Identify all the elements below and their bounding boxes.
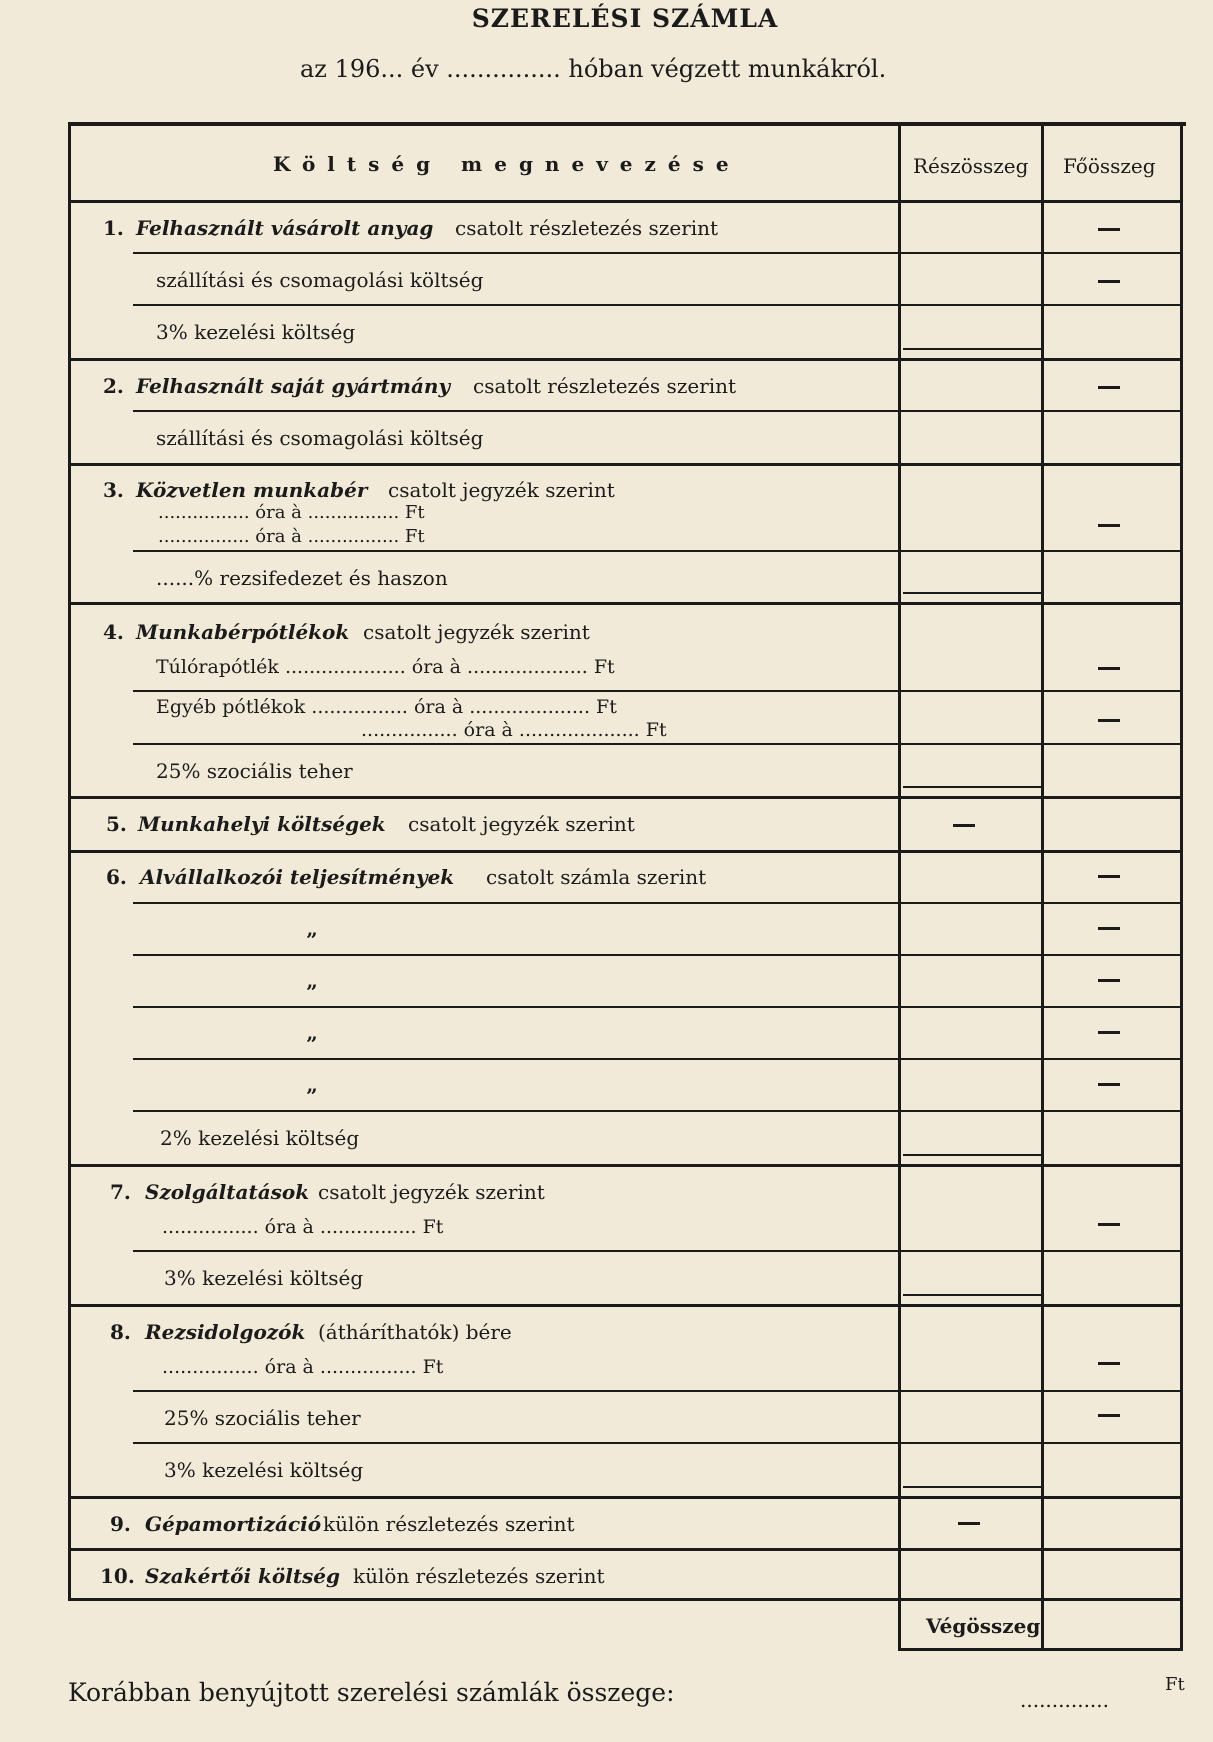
row-6-line-3 [133, 1006, 1183, 1008]
row-8-number: 8. [110, 1320, 131, 1344]
row-8-text: (átháríthatók) bére [318, 1320, 512, 1344]
column-divider-2 [1041, 122, 1044, 1650]
row-3-number: 3. [103, 478, 124, 502]
row-4-text: csatolt jegyzék szerint [363, 620, 590, 644]
row-9-number: 9. [110, 1512, 131, 1536]
row-5-title: Munkahelyi költségek [138, 812, 386, 836]
row-1-number: 1. [103, 216, 124, 240]
row-3-hours-line-1: ................ óra à ................ Ft [158, 502, 425, 523]
row-4-other-line-2: ................ óra à .................... Ft [361, 719, 667, 741]
row-2-line-a [133, 410, 1183, 412]
row-7-main-dash [1098, 1223, 1120, 1226]
row-9-partial-dash [958, 1522, 980, 1525]
table-right-border [1180, 122, 1183, 1600]
row-1-title: Felhasznált vásárolt anyag [136, 216, 434, 240]
row-6-ditto-3: ” [306, 1032, 318, 1056]
row-6-sub: 2% kezelési költség [160, 1126, 360, 1150]
row-6-ditto-2: ” [306, 980, 318, 1004]
row-8-line-a [133, 1390, 1183, 1392]
row-6-ditto-4: ” [306, 1084, 318, 1108]
row-8-subtotal-line [903, 1486, 1041, 1488]
row-6-line-2 [133, 954, 1183, 956]
row-7-subtotal-line [903, 1294, 1041, 1296]
document-subtitle: az 196... év ............... hóban végzett munkákról. [300, 55, 887, 83]
row-6-ditto-4-main-dash [1098, 1083, 1120, 1086]
section-3-bottom [68, 602, 1183, 605]
row-2-number: 2. [103, 374, 124, 398]
row-10-title: Szakértői költség [145, 1564, 341, 1588]
row-4-title: Munkabérpótlékok [136, 620, 350, 644]
row-6-number: 6. [106, 865, 127, 889]
row-6-subtotal-line [903, 1154, 1041, 1156]
row-1-subtotal-line [903, 348, 1041, 350]
section-7-bottom [68, 1304, 1183, 1307]
row-4-other-main-dash [1098, 719, 1120, 722]
row-8-sub-1: 25% szociális teher [164, 1406, 361, 1430]
row-6-line-4 [133, 1058, 1183, 1060]
cost-table [68, 122, 1186, 1638]
row-1-sub-1: szállítási és csomagolási költség [156, 268, 484, 292]
row-10-number: 10. [100, 1564, 135, 1588]
row-2-main-dash [1098, 386, 1120, 389]
row-4-overtime-line: Túlórapótlék .................... óra à .................... Ft [156, 656, 615, 678]
header-main-sum: Főösszeg [1063, 154, 1156, 178]
row-6-main-dash [1098, 875, 1120, 878]
row-8-sub-2: 3% kezelési költség [164, 1458, 364, 1482]
footer-amount-dots: .............. [1020, 1688, 1110, 1712]
row-3-subtotal-line [903, 592, 1041, 594]
row-7-text: csatolt jegyzék szerint [318, 1180, 545, 1204]
section-10-bottom [68, 1598, 1183, 1601]
row-9-text: külön részletezés szerint [323, 1512, 575, 1536]
row-2-title: Felhasznált saját gyártmány [136, 374, 451, 398]
row-3-main-dash [1098, 524, 1120, 527]
row-7-number: 7. [110, 1180, 131, 1204]
row-8-sub-1-main-dash [1098, 1414, 1120, 1417]
row-6-text: csatolt számla szerint [486, 865, 707, 889]
total-bottom-line [898, 1648, 1183, 1651]
row-7-sub: 3% kezelési költség [164, 1266, 364, 1290]
row-2-sub-1: szállítási és csomagolási költség [156, 426, 484, 450]
row-5-number: 5. [106, 812, 127, 836]
row-3-hours-line-2: ................ óra à ................ Ft [158, 526, 425, 547]
row-1-sub-1-main-dash [1098, 280, 1120, 283]
total-right-border [1180, 1598, 1183, 1651]
row-8-hours-line: ................ óra à ................ Ft [162, 1356, 444, 1378]
row-6-line-1 [133, 902, 1183, 904]
column-divider-1 [898, 122, 901, 1650]
row-3-sub: ......% rezsifedezet és haszon [156, 566, 448, 590]
row-4-subtotal-line [903, 786, 1041, 788]
header-bottom-line [68, 200, 1183, 203]
section-9-bottom [68, 1548, 1183, 1551]
section-6-bottom [68, 1164, 1183, 1167]
row-4-other-line-1: Egyéb pótlékok ................ óra à .................... Ft [156, 696, 617, 718]
total-label: Végösszeg [926, 1614, 1041, 1638]
row-4-line-b [133, 743, 1183, 745]
row-5-text: csatolt jegyzék szerint [408, 812, 635, 836]
row-6-ditto-1-main-dash [1098, 927, 1120, 930]
row-4-sub: 25% szociális teher [156, 759, 353, 783]
header-partial-sum: Részösszeg [913, 154, 1029, 178]
row-4-number: 4. [103, 620, 124, 644]
section-8-bottom [68, 1496, 1183, 1499]
row-6-ditto-2-main-dash [1098, 979, 1120, 982]
row-1-line-a [133, 252, 1183, 254]
row-1-main-dash [1098, 228, 1120, 231]
row-1-text: csatolt részletezés szerint [455, 216, 719, 240]
row-8-main-dash [1098, 1362, 1120, 1365]
section-1-bottom [68, 358, 1183, 361]
row-8-line-b [133, 1442, 1183, 1444]
footer-unit: Ft [1165, 1674, 1185, 1695]
header-name-column: Költség megnevezése [273, 152, 741, 176]
row-6-ditto-1: ” [306, 928, 318, 952]
row-3-text: csatolt jegyzék szerint [388, 478, 615, 502]
row-6-title: Alvállalkozói teljesítmények [140, 865, 455, 889]
row-4-overtime-main-dash [1098, 667, 1120, 670]
row-7-hours-line: ................ óra à ................ Ft [162, 1216, 444, 1238]
footer-label: Korábban benyújtott szerelési számlák összege: [68, 1678, 675, 1707]
document-title: SZERELÉSI SZÁMLA [471, 4, 779, 33]
row-8-title: Rezsidolgozók [145, 1320, 306, 1344]
row-3-title: Közvetlen munkabér [136, 478, 368, 502]
row-2-text: csatolt részletezés szerint [473, 374, 737, 398]
row-3-line-a [133, 550, 1183, 552]
row-9-title: Gépamortizáció [145, 1512, 322, 1536]
row-6-line-5 [133, 1110, 1183, 1112]
row-5-partial-dash [953, 824, 975, 827]
row-7-line-a [133, 1250, 1183, 1252]
row-1-line-b [133, 304, 1183, 306]
section-4-bottom [68, 796, 1183, 799]
section-5-bottom [68, 850, 1183, 853]
section-2-bottom [68, 463, 1183, 466]
row-7-title: Szolgáltatások [145, 1180, 310, 1204]
table-left-border [68, 122, 71, 1600]
row-10-text: külön részletezés szerint [353, 1564, 605, 1588]
row-4-line-a [133, 690, 1183, 692]
row-6-ditto-3-main-dash [1098, 1031, 1120, 1034]
row-1-sub-2: 3% kezelési költség [156, 320, 356, 344]
table-top-border [68, 122, 1186, 126]
